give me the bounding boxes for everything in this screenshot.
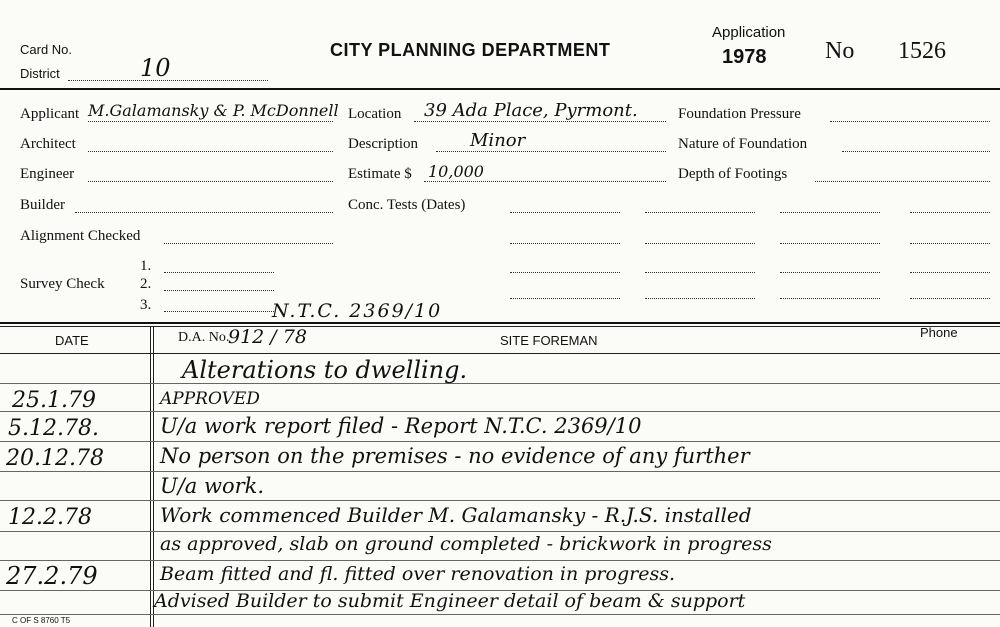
depth-footings-line xyxy=(815,181,990,182)
location-label: Location xyxy=(348,106,402,122)
alignment-line xyxy=(164,243,333,244)
applicant-line xyxy=(88,121,333,122)
survey-1: 1. xyxy=(140,258,152,274)
builder-line xyxy=(75,212,333,213)
estimate-label: Estimate $ xyxy=(348,166,412,182)
table-top-rule xyxy=(0,322,1000,324)
date-column-divider-2 xyxy=(153,326,154,627)
row-entry: Beam fitted and fl. fitted over renovation in progress. xyxy=(160,563,675,585)
phone-header: Phone xyxy=(920,325,958,340)
conc-line-c4 xyxy=(780,298,880,299)
conc-line-a4 xyxy=(510,298,620,299)
survey-line-2 xyxy=(164,290,274,291)
row-entry: Alterations to dwelling. xyxy=(182,356,468,384)
row-date: 20.12.78 xyxy=(6,446,104,471)
builder-label: Builder xyxy=(20,197,65,213)
row-rule-6 xyxy=(0,531,1000,532)
ntc-value: N.T.C. 2369/10 xyxy=(272,300,443,322)
survey-2: 2. xyxy=(140,276,152,292)
applicant-label: Applicant xyxy=(20,106,80,122)
conc-line-a3 xyxy=(510,272,620,273)
conc-line-a1 xyxy=(510,212,620,213)
row-rule-4 xyxy=(0,471,1000,472)
card-no-label: Card No. xyxy=(20,42,73,57)
conc-tests-label: Conc. Tests (Dates) xyxy=(348,197,466,213)
conc-line-a2 xyxy=(510,243,620,244)
date-column-divider xyxy=(150,326,151,627)
survey-line-3 xyxy=(164,311,274,312)
application-number: 1526 xyxy=(898,38,946,64)
row-rule-7 xyxy=(0,560,1000,561)
location-value: 39 Ada Place, Pyrmont. xyxy=(424,100,638,121)
estimate-value: 10,000 xyxy=(428,162,484,181)
da-value: 912 / 78 xyxy=(228,326,307,348)
row-entry: Advised Builder to submit Engineer detail of beam & support xyxy=(154,590,746,612)
architect-label: Architect xyxy=(20,136,76,152)
application-year: 1978 xyxy=(722,46,767,68)
survey-line-1 xyxy=(164,272,274,273)
row-date: 5.12.78. xyxy=(8,416,99,441)
architect-line xyxy=(88,151,333,152)
depth-footings-label: Depth of Footings xyxy=(678,166,788,182)
row-date: 25.1.79 xyxy=(12,388,96,413)
engineer-line xyxy=(88,181,333,182)
foundation-pressure-line xyxy=(830,121,990,122)
location-line xyxy=(414,121,666,122)
conc-line-d1 xyxy=(910,212,990,213)
row-date: 12.2.78 xyxy=(8,505,92,530)
description-line xyxy=(436,151,666,152)
row-rule-5 xyxy=(0,500,1000,501)
district-label: District xyxy=(20,66,60,81)
row-entry: APPROVED xyxy=(160,389,260,409)
row-rule-1 xyxy=(0,383,1000,384)
form-code: C OF S 8760 T5 xyxy=(12,616,71,625)
engineer-label: Engineer xyxy=(20,166,75,182)
site-foreman-header: SITE FOREMAN xyxy=(500,333,598,348)
conc-line-c3 xyxy=(780,272,880,273)
conc-line-d3 xyxy=(910,272,990,273)
district-value: 10 xyxy=(140,54,171,82)
number-symbol: No xyxy=(825,38,855,64)
row-date: 27.2.79 xyxy=(6,562,98,590)
department-title: CITY PLANNING DEPARTMENT xyxy=(330,40,611,60)
row-entry: No person on the premises - no evidence of any further xyxy=(160,444,750,468)
conc-line-d4 xyxy=(910,298,990,299)
conc-line-b2 xyxy=(645,243,755,244)
row-entry: U/a work. xyxy=(160,474,265,498)
application-label: Application xyxy=(712,24,786,41)
foundation-pressure-label: Foundation Pressure xyxy=(678,106,801,122)
header-rule xyxy=(0,88,1000,90)
description-value: Minor xyxy=(470,130,526,151)
estimate-line xyxy=(424,181,666,182)
row-rule-3 xyxy=(0,441,1000,442)
conc-line-b4 xyxy=(645,298,755,299)
conc-line-c1 xyxy=(780,212,880,213)
row-rule-9 xyxy=(0,614,1000,615)
alignment-label: Alignment Checked xyxy=(20,228,141,244)
survey-3: 3. xyxy=(140,297,152,313)
conc-line-b3 xyxy=(645,272,755,273)
nature-foundation-line xyxy=(842,151,990,152)
description-label: Description xyxy=(348,136,418,152)
survey-label: Survey Check xyxy=(20,276,105,292)
date-header: DATE xyxy=(55,333,89,348)
row-rule-2 xyxy=(0,411,1000,412)
conc-line-d2 xyxy=(910,243,990,244)
nature-foundation-label: Nature of Foundation xyxy=(678,136,808,152)
conc-line-b1 xyxy=(645,212,755,213)
row-entry: as approved, slab on ground completed - brickwork in progress xyxy=(160,533,772,555)
da-label: D.A. No. xyxy=(178,330,230,345)
applicant-value: M.Galamansky & P. McDonnell xyxy=(88,101,339,120)
row-entry: U/a work report filed - Report N.T.C. 2369/10 xyxy=(160,414,642,438)
conc-line-c2 xyxy=(780,243,880,244)
row-entry: Work commenced Builder M. Galamansky - R.J.S. installed xyxy=(160,503,752,527)
